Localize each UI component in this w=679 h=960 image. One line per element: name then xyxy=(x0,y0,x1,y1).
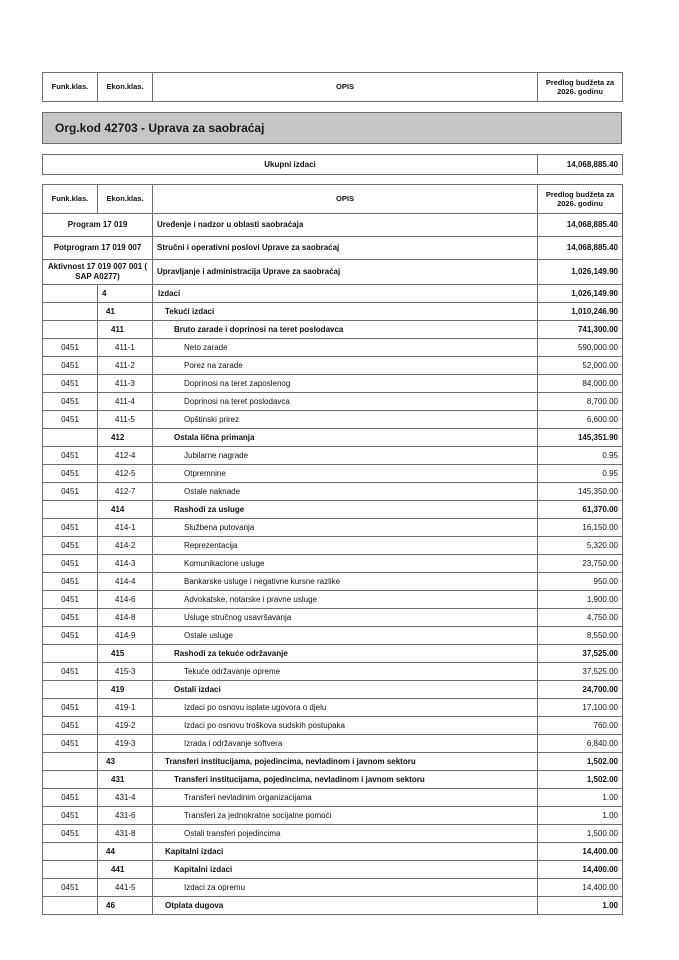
funk-klas-cell: 0451 xyxy=(43,627,98,645)
program-row xyxy=(43,214,623,237)
ekon-klas-cell: 414-6 xyxy=(98,591,153,609)
opis-cell: Ostali izdaci xyxy=(153,681,538,699)
amount-cell: 0.95 xyxy=(538,465,623,483)
table-row xyxy=(43,627,623,645)
table-row xyxy=(43,717,623,735)
subprogram-code: Potprogram 17 019 007 xyxy=(43,237,153,260)
table-row xyxy=(43,825,623,843)
subprogram-row xyxy=(43,237,623,260)
amount-cell: 1,502.00 xyxy=(538,771,623,789)
funk-klas-cell: 0451 xyxy=(43,573,98,591)
funk-klas-cell xyxy=(43,285,98,303)
table-row xyxy=(43,501,623,519)
table-row xyxy=(43,843,623,861)
column-header-budget: Predlog budžeta za 2026. godinu xyxy=(538,185,623,214)
column-header-ekon-klas: Ekon.klas. xyxy=(98,73,153,102)
ekon-klas-cell: 419 xyxy=(98,681,153,699)
table-row xyxy=(43,591,623,609)
total-row xyxy=(43,155,623,175)
amount-cell: 1,500.00 xyxy=(538,825,623,843)
table-row xyxy=(43,375,623,393)
table-row xyxy=(43,519,623,537)
table-row xyxy=(43,429,623,447)
opis-cell: Tekuće održavanje opreme xyxy=(153,663,538,681)
ekon-klas-cell: 411-2 xyxy=(98,357,153,375)
amount-cell: 145,351.90 xyxy=(538,429,623,447)
amount-cell: 8,550.00 xyxy=(538,627,623,645)
amount-cell: 0.95 xyxy=(538,447,623,465)
opis-cell: Ostala lična primanja xyxy=(153,429,538,447)
ekon-klas-cell: 414-2 xyxy=(98,537,153,555)
amount-cell: 6,600.00 xyxy=(538,411,623,429)
activity-amount: 1,026,149.90 xyxy=(538,260,623,285)
ekon-klas-cell: 414 xyxy=(98,501,153,519)
amount-cell: 14,400.00 xyxy=(538,879,623,897)
amount-cell: 23,750.00 xyxy=(538,555,623,573)
amount-cell: 14,400.00 xyxy=(538,861,623,879)
amount-cell: 52,000.00 xyxy=(538,357,623,375)
table-row xyxy=(43,357,623,375)
table-row xyxy=(43,321,623,339)
opis-cell: Ostali transferi pojedincima xyxy=(153,825,538,843)
funk-klas-cell xyxy=(43,501,98,519)
opis-cell: Neto zarade xyxy=(153,339,538,357)
amount-cell: 84,000.00 xyxy=(538,375,623,393)
opis-cell: Bankarske usluge i negativne kursne razlike xyxy=(153,573,538,591)
table-row xyxy=(43,303,623,321)
opis-cell: Transferi institucijama, pojedincima, nevladinom i javnom sektoru xyxy=(153,771,538,789)
funk-klas-cell: 0451 xyxy=(43,609,98,627)
ekon-klas-cell: 411-5 xyxy=(98,411,153,429)
table-row xyxy=(43,681,623,699)
ekon-klas-cell: 412-5 xyxy=(98,465,153,483)
opis-cell: Komunikacione usluge xyxy=(153,555,538,573)
ekon-klas-cell: 414-4 xyxy=(98,573,153,591)
funk-klas-cell: 0451 xyxy=(43,555,98,573)
opis-cell: Transferi institucijama, pojedincima, nevladinom i javnom sektoru xyxy=(153,753,538,771)
funk-klas-cell: 0451 xyxy=(43,537,98,555)
ekon-klas-cell: 415-3 xyxy=(98,663,153,681)
amount-cell: 1.00 xyxy=(538,807,623,825)
column-header-funk-klas: Funk.klas. xyxy=(43,73,98,102)
table-row xyxy=(43,573,623,591)
amount-cell: 590,000.00 xyxy=(538,339,623,357)
table-row xyxy=(43,861,623,879)
opis-cell: Izdaci xyxy=(153,285,538,303)
ekon-klas-cell: 411-1 xyxy=(98,339,153,357)
activity-desc: Upravljanje i administracija Uprave za saobraćaj xyxy=(153,260,538,285)
funk-klas-cell: 0451 xyxy=(43,447,98,465)
ekon-klas-cell: 44 xyxy=(98,843,153,861)
ekon-klas-cell: 43 xyxy=(98,753,153,771)
opis-cell: Transferi za jednokratne socijalne pomoći xyxy=(153,807,538,825)
opis-cell: Opštinski prirez xyxy=(153,411,538,429)
amount-cell: 760.00 xyxy=(538,717,623,735)
main-budget-table xyxy=(42,184,623,915)
funk-klas-cell: 0451 xyxy=(43,483,98,501)
subprogram-amount: 14,068,885.40 xyxy=(538,237,623,260)
funk-klas-cell xyxy=(43,429,98,447)
subprogram-desc: Stručni i operativni poslovi Uprave za saobraćaj xyxy=(153,237,538,260)
funk-klas-cell xyxy=(43,861,98,879)
amount-cell: 37,525.00 xyxy=(538,663,623,681)
amount-cell: 1.00 xyxy=(538,789,623,807)
amount-cell: 16,150.00 xyxy=(538,519,623,537)
opis-cell: Advokatske, notarske i pravne usluge xyxy=(153,591,538,609)
ekon-klas-cell: 46 xyxy=(98,897,153,915)
amount-cell: 1,502.00 xyxy=(538,753,623,771)
table-row xyxy=(43,609,623,627)
program-desc: Uređenje i nadzor u oblasti saobraćaja xyxy=(153,214,538,237)
funk-klas-cell: 0451 xyxy=(43,717,98,735)
column-header-ekon-klas: Ekon.klas. xyxy=(98,185,153,214)
ekon-klas-cell: 419-2 xyxy=(98,717,153,735)
funk-klas-cell: 0451 xyxy=(43,825,98,843)
amount-cell: 950.00 xyxy=(538,573,623,591)
ekon-klas-cell: 414-9 xyxy=(98,627,153,645)
funk-klas-cell: 0451 xyxy=(43,789,98,807)
top-header-table xyxy=(42,72,623,102)
table-row xyxy=(43,645,623,663)
opis-cell: Jubilarne nagrade xyxy=(153,447,538,465)
opis-cell: Ostale usluge xyxy=(153,627,538,645)
opis-cell: Otplata dugova xyxy=(153,897,538,915)
funk-klas-cell: 0451 xyxy=(43,663,98,681)
table-row xyxy=(43,789,623,807)
funk-klas-cell xyxy=(43,771,98,789)
funk-klas-cell xyxy=(43,897,98,915)
ekon-klas-cell: 414-8 xyxy=(98,609,153,627)
amount-cell: 145,350.00 xyxy=(538,483,623,501)
table-row xyxy=(43,537,623,555)
ekon-klas-cell: 412 xyxy=(98,429,153,447)
funk-klas-cell: 0451 xyxy=(43,465,98,483)
opis-cell: Doprinosi na teret poslodavca xyxy=(153,393,538,411)
amount-cell: 24,700.00 xyxy=(538,681,623,699)
amount-cell: 37,525.00 xyxy=(538,645,623,663)
ekon-klas-cell: 412-7 xyxy=(98,483,153,501)
table-row xyxy=(43,393,623,411)
ekon-klas-cell: 441-5 xyxy=(98,879,153,897)
funk-klas-cell xyxy=(43,645,98,663)
funk-klas-cell: 0451 xyxy=(43,591,98,609)
ekon-klas-cell: 411 xyxy=(98,321,153,339)
top-header-row xyxy=(43,73,623,102)
amount-cell: 1,900.00 xyxy=(538,591,623,609)
amount-cell: 8,700.00 xyxy=(538,393,623,411)
opis-cell: Ostale naknade xyxy=(153,483,538,501)
table-row xyxy=(43,735,623,753)
amount-cell: 1,026,149.90 xyxy=(538,285,623,303)
funk-klas-cell xyxy=(43,321,98,339)
column-header-opis: OPIS xyxy=(153,73,538,102)
activity-row xyxy=(43,260,623,285)
main-header-row xyxy=(43,185,623,214)
funk-klas-cell: 0451 xyxy=(43,699,98,717)
amount-cell: 14,400.00 xyxy=(538,843,623,861)
funk-klas-cell: 0451 xyxy=(43,807,98,825)
amount-cell: 5,320.00 xyxy=(538,537,623,555)
funk-klas-cell: 0451 xyxy=(43,339,98,357)
opis-cell: Službena putovanja xyxy=(153,519,538,537)
opis-cell: Rashodi za usluge xyxy=(153,501,538,519)
amount-cell: 741,300.00 xyxy=(538,321,623,339)
ekon-klas-cell: 419-1 xyxy=(98,699,153,717)
ekon-klas-cell: 431 xyxy=(98,771,153,789)
org-title-banner: Org.kod 42703 - Uprava za saobraćaj xyxy=(42,112,622,144)
ekon-klas-cell: 414-3 xyxy=(98,555,153,573)
table-row xyxy=(43,339,623,357)
amount-cell: 1.00 xyxy=(538,897,623,915)
table-row xyxy=(43,897,623,915)
opis-cell: Otpremnine xyxy=(153,465,538,483)
activity-code: Aktivnost 17 019 007 001 ( SAP A0277) xyxy=(43,260,153,285)
opis-cell: Reprezentacija xyxy=(153,537,538,555)
table-row xyxy=(43,753,623,771)
opis-cell: Rashodi za tekuće održavanje xyxy=(153,645,538,663)
opis-cell: Izdaci po osnovu troškova sudskih postupaka xyxy=(153,717,538,735)
ekon-klas-cell: 411-4 xyxy=(98,393,153,411)
funk-klas-cell: 0451 xyxy=(43,357,98,375)
funk-klas-cell: 0451 xyxy=(43,735,98,753)
ekon-klas-cell: 441 xyxy=(98,861,153,879)
budget-rows xyxy=(43,285,623,915)
ekon-klas-cell: 41 xyxy=(98,303,153,321)
amount-cell: 61,370.00 xyxy=(538,501,623,519)
program-code: Program 17 019 xyxy=(43,214,153,237)
opis-cell: Transferi nevladinim organizacijama xyxy=(153,789,538,807)
funk-klas-cell: 0451 xyxy=(43,393,98,411)
opis-cell: Porez na zarade xyxy=(153,357,538,375)
amount-cell: 6,840.00 xyxy=(538,735,623,753)
opis-cell: Kapitalni izdaci xyxy=(153,861,538,879)
table-row xyxy=(43,699,623,717)
total-table xyxy=(42,154,623,175)
total-amount: 14,068,885.40 xyxy=(538,155,623,175)
table-row xyxy=(43,447,623,465)
ekon-klas-cell: 431-8 xyxy=(98,825,153,843)
ekon-klas-cell: 419-3 xyxy=(98,735,153,753)
table-row xyxy=(43,663,623,681)
opis-cell: Izdaci za opremu xyxy=(153,879,538,897)
ekon-klas-cell: 431-4 xyxy=(98,789,153,807)
opis-cell: Usluge stručnog usavršavanja xyxy=(153,609,538,627)
column-header-budget: Predlog budžeta za 2026. godinu xyxy=(538,73,623,102)
funk-klas-cell: 0451 xyxy=(43,375,98,393)
opis-cell: Izrada i održavanje softvera xyxy=(153,735,538,753)
amount-cell: 17,100.00 xyxy=(538,699,623,717)
program-amount: 14,068,885.40 xyxy=(538,214,623,237)
column-header-funk-klas: Funk.klas. xyxy=(43,185,98,214)
ekon-klas-cell: 411-3 xyxy=(98,375,153,393)
opis-cell: Izdaci po osnovu isplate ugovora o djelu xyxy=(153,699,538,717)
ekon-klas-cell: 431-6 xyxy=(98,807,153,825)
funk-klas-cell xyxy=(43,753,98,771)
ekon-klas-cell: 412-4 xyxy=(98,447,153,465)
funk-klas-cell: 0451 xyxy=(43,411,98,429)
table-row xyxy=(43,483,623,501)
funk-klas-cell: 0451 xyxy=(43,519,98,537)
opis-cell: Tekući izdaci xyxy=(153,303,538,321)
table-row xyxy=(43,555,623,573)
ekon-klas-cell: 4 xyxy=(98,285,153,303)
amount-cell: 4,750.00 xyxy=(538,609,623,627)
amount-cell: 1,010,246.90 xyxy=(538,303,623,321)
ekon-klas-cell: 414-1 xyxy=(98,519,153,537)
ekon-klas-cell: 415 xyxy=(98,645,153,663)
funk-klas-cell xyxy=(43,843,98,861)
opis-cell: Doprinosi na teret zaposlenog xyxy=(153,375,538,393)
table-row xyxy=(43,807,623,825)
column-header-opis: OPIS xyxy=(153,185,538,214)
table-row xyxy=(43,465,623,483)
table-row xyxy=(43,879,623,897)
table-row xyxy=(43,285,623,303)
opis-cell: Kapitalni izdaci xyxy=(153,843,538,861)
table-row xyxy=(43,411,623,429)
funk-klas-cell: 0451 xyxy=(43,879,98,897)
funk-klas-cell xyxy=(43,303,98,321)
total-label: Ukupni izdaci xyxy=(43,155,538,175)
funk-klas-cell xyxy=(43,681,98,699)
opis-cell: Bruto zarade i doprinosi na teret poslodavca xyxy=(153,321,538,339)
table-row xyxy=(43,771,623,789)
